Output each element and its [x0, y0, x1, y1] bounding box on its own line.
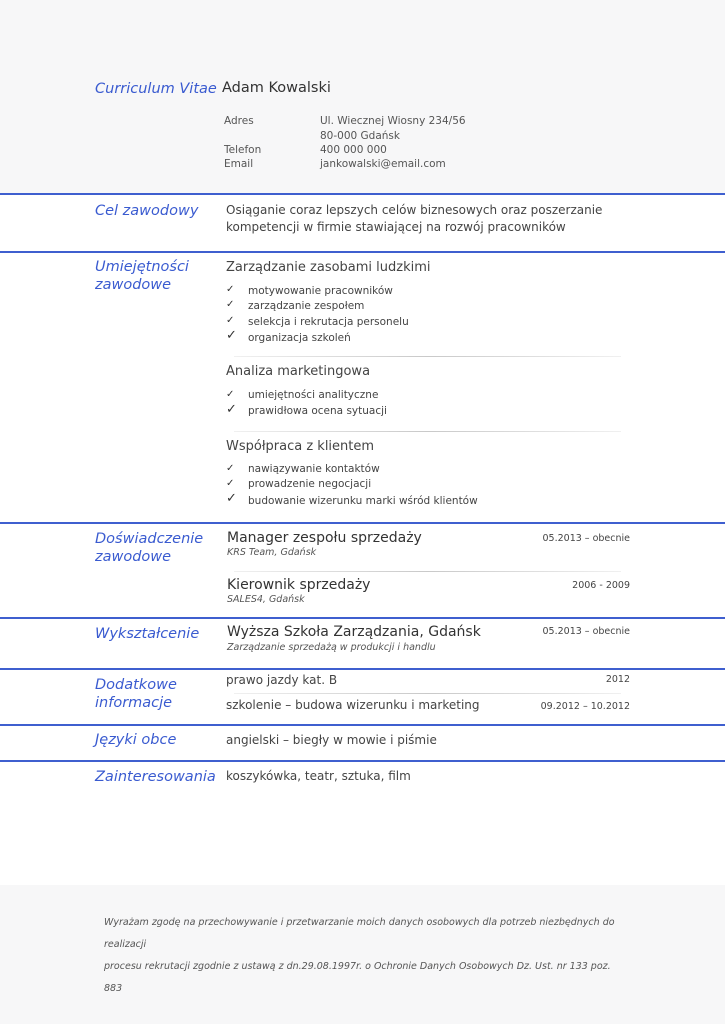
skill-item: umiejętności analityczne — [248, 389, 379, 401]
address-line1: Ul. Wiecznej Wiosny 234/56 — [320, 115, 466, 127]
additional-section-title — [95, 676, 215, 712]
education-dates: 05.2013 – obecnie — [542, 626, 630, 637]
skill-group-heading: Współpraca z klientem — [226, 439, 375, 454]
skills-section-title — [95, 258, 215, 294]
section-divider — [0, 760, 725, 762]
group-divider — [234, 356, 621, 357]
skill-item: budowanie wizerunku marki wśród klientów — [248, 495, 478, 507]
consent-line-2: procesu rekrutacji zgodnie z ustawą z dn.29.08.1997r. o Ochronie Danych Osobowych Dz. Ust. nr 133 poz. 883 — [104, 961, 611, 994]
group-divider — [234, 571, 621, 572]
skill-group-heading: Zarządzanie zasobami ludzkimi — [226, 260, 431, 275]
skill-item: organizacja szkoleń — [248, 332, 351, 344]
section-divider — [0, 522, 725, 524]
goal-section-title: Cel zawodowy — [95, 203, 199, 219]
job-company: KRS Team, Gdańsk — [227, 547, 317, 558]
goal-line-2: kompetencji w firmie stawiającej na rozwój pracowników — [226, 220, 566, 234]
check-icon: ✓ — [226, 402, 237, 417]
phone-label: Telefon — [224, 144, 262, 156]
skill-item: selekcja i rekrutacja personelu — [248, 316, 409, 328]
additional-item-dates: 09.2012 – 10.2012 — [540, 701, 630, 712]
job-company: SALES4, Gdańsk — [227, 594, 305, 605]
experience-title-line2: zawodowe — [95, 549, 172, 565]
email-value: jankowalski@email.com — [320, 158, 446, 170]
consent-line-1: Wyrażam zgodę na przechowywanie i przetwarzanie moich danych osobowych dla potrzeb niezbędnych do realizacji — [104, 917, 615, 950]
additional-item: szkolenie – budowa wizerunku i marketing — [226, 698, 480, 712]
additional-title-line1: Dodatkowe — [95, 677, 177, 693]
languages-section-title: Języki obce — [95, 732, 177, 748]
section-divider — [0, 193, 725, 195]
check-icon: ✓ — [226, 478, 235, 489]
additional-item: prawo jazdy kat. B — [226, 673, 338, 687]
job-title: Manager zespołu sprzedaży — [227, 530, 422, 546]
languages-text: angielski – biegły w mowie i piśmie — [226, 733, 437, 747]
check-icon: ✓ — [226, 491, 237, 506]
skill-item: zarządzanie zespołem — [248, 300, 365, 312]
experience-title-line1: Doświadczenie — [95, 531, 204, 547]
phone-value: 400 000 000 — [320, 144, 387, 156]
additional-title-line2: informacje — [95, 695, 173, 711]
check-icon: ✓ — [226, 299, 235, 310]
section-divider — [0, 617, 725, 619]
education-section-title: Wykształcenie — [95, 626, 200, 642]
address-line2: 80-000 Gdańsk — [320, 130, 400, 142]
skill-item: prowadzenie negocjacji — [248, 478, 372, 490]
skill-item: prawidłowa ocena sytuacji — [248, 405, 387, 417]
section-divider — [0, 724, 725, 726]
skill-item: motywowanie pracowników — [248, 285, 393, 297]
goal-line-1: Osiąganie coraz lepszych celów biznesowych oraz poszerzanie — [226, 203, 603, 217]
school-name: Wyższa Szkoła Zarządzania, Gdańsk — [227, 624, 481, 640]
check-icon: ✓ — [226, 284, 235, 295]
job-dates: 2006 - 2009 — [572, 580, 630, 591]
section-divider — [0, 668, 725, 670]
additional-item-dates: 2012 — [605, 674, 630, 685]
job-title: Kierownik sprzedaży — [227, 577, 371, 593]
job-dates: 05.2013 – obecnie — [542, 533, 630, 544]
email-label: Email — [224, 158, 254, 170]
check-icon: ✓ — [226, 463, 235, 474]
skills-title-line1: Umiejętności — [95, 259, 189, 275]
person-name: Adam Kowalski — [222, 80, 331, 96]
check-icon: ✓ — [226, 389, 235, 400]
education-field: Zarządzanie sprzedażą w produkcji i handlu — [227, 642, 436, 653]
cv-title: Curriculum Vitae — [95, 81, 217, 97]
interests-section-title: Zainteresowania — [95, 769, 216, 785]
check-icon: ✓ — [226, 328, 237, 343]
section-divider — [0, 251, 725, 253]
address-label: Adres — [224, 115, 254, 127]
group-divider — [234, 693, 621, 694]
group-divider — [234, 431, 621, 432]
consent-clause — [104, 912, 624, 1000]
skill-item: nawiązywanie kontaktów — [248, 463, 380, 475]
interests-text: koszykówka, teatr, sztuka, film — [226, 769, 411, 783]
skill-group-heading: Analiza marketingowa — [226, 364, 371, 379]
check-icon: ✓ — [226, 315, 235, 326]
experience-section-title — [95, 530, 215, 566]
skills-title-line2: zawodowe — [95, 277, 172, 293]
